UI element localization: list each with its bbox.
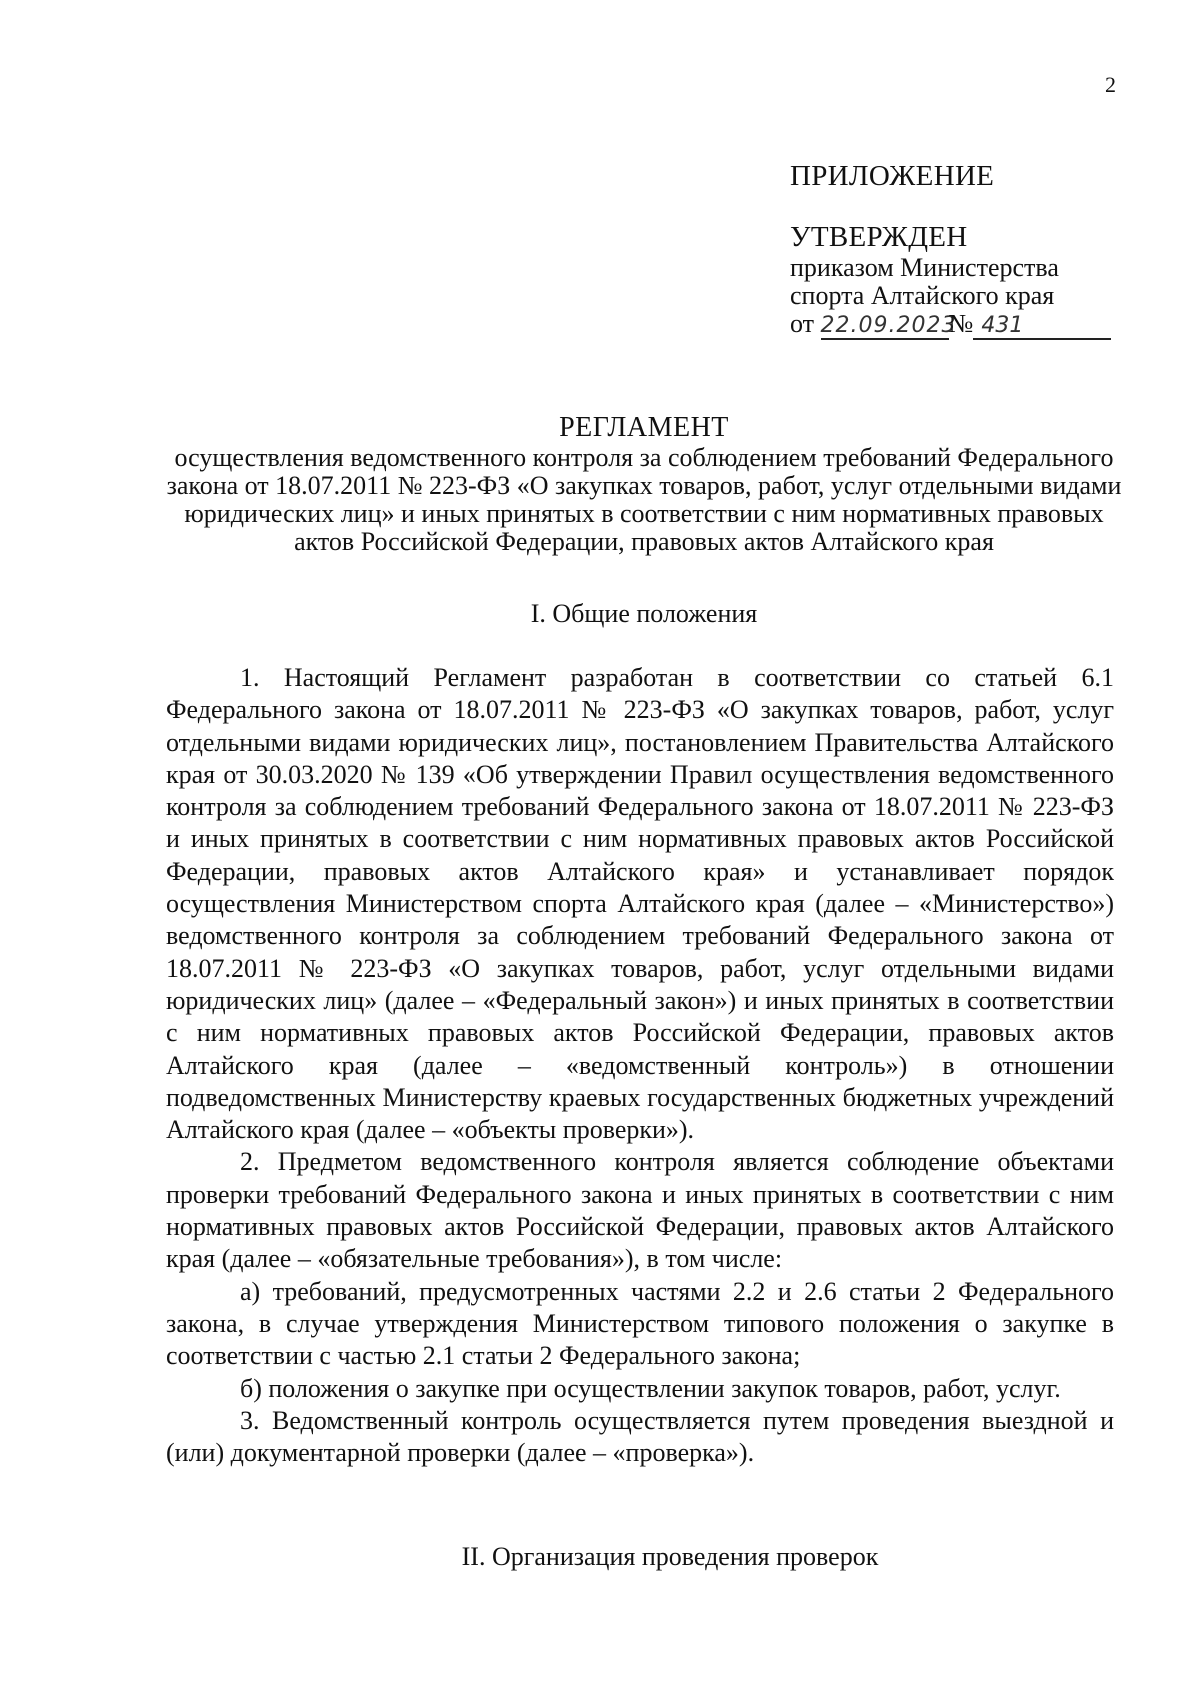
document-title-block [160,412,1128,556]
approved-by-line-1: приказом Министерства [790,253,1059,282]
section-heading-1: I. Общие положения [530,599,758,628]
number-prefix: № [948,309,974,338]
paragraph-2: 2. Предметом ведомственного контроля является соблюдение объектами проверки требований Федерального закона и иных принятых в соответствии с ним нормативных правовых актов Российской Федерации, правовых актов Алтайского края (далее – «обязательные требования»), в том числе: [166,1147,1114,1274]
approval-date-line [790,310,1190,340]
approved-by-line-2: спорта Алтайского края [790,281,1055,310]
document-title: РЕГЛАМЕНТ [559,412,729,443]
date-prefix: от [790,309,815,338]
paragraph-2a: а) требований, предусмотренных частями 2.2 и 2.6 статьи 2 Федерального закона, в случае утверждения Министерством типового положения о закупке в соответствии с частью 2.1 статьи 2 Федерального закона; [166,1276,1114,1371]
document-subtitle: осуществления ведомственного контроля за соблюдением требований Федерального закона от 18.07.2011 № 223-ФЗ «О закупках товаров, работ, услуг отдельными видами юридических лиц» и иных принятых в соответствии с ним нормативных правовых актов Российской Федерации, правовых актов Алтайского края [166,443,1122,556]
section-heading-2: II. Организация проведения проверок [461,1542,879,1571]
approval-block [790,158,1190,340]
appendix-label: ПРИЛОЖЕНИЕ [790,160,995,192]
page-number: 2 [1105,72,1116,97]
paragraph-1: 1. Настоящий Регламент разработан в соответствии со статьей 6.1 Федерального закона от 18.07.2011 № 223-ФЗ «О закупках товаров, работ, услуг отдельными видами юридических лиц», постановлением Правительства Алтайского края от 30.03.2020 № 139 «Об утверждении Правил осуществления ведомственного контроля за соблюдением требований Федерального закона от 18.07.2011 № 223-ФЗ и иных принятых в соответствии с ним нормативных правовых актов Российской Федерации, правовых актов Алтайского края» и устанавливает порядок осуществления Министерством спорта Алтайского края (далее – «Министерство») ведомственного контроля за соблюдением требований Федерального закона от 18.07.2011 № 223-ФЗ «О закупках товаров, работ, услуг отдельными видами юридических лиц» (далее – «Федеральный закон») и иных принятых в соответствии с ним нормативных правовых актов Российской Федерации, правовых актов Алтайского края (далее – «ведомственный контроль») в отношении подведомственных Министерству краевых государственных бюджетных учреждений Алтайского края (далее – «объекты проверки»). [166,663,1114,1145]
approved-label: УТВЕРЖДЕН [790,221,968,253]
section-1-body [166,662,1114,1469]
handwritten-order-number: 431 [973,314,1111,340]
handwritten-date: 22.09.2023 [820,313,957,338]
paragraph-3: 3. Ведомственный контроль осуществляется путем проведения выездной и (или) документарной проверки (далее – «проверка»). [166,1405,1114,1468]
paragraph-2b: б) положения о закупке при осуществлении закупок товаров, работ, услуг. [240,1373,1061,1403]
